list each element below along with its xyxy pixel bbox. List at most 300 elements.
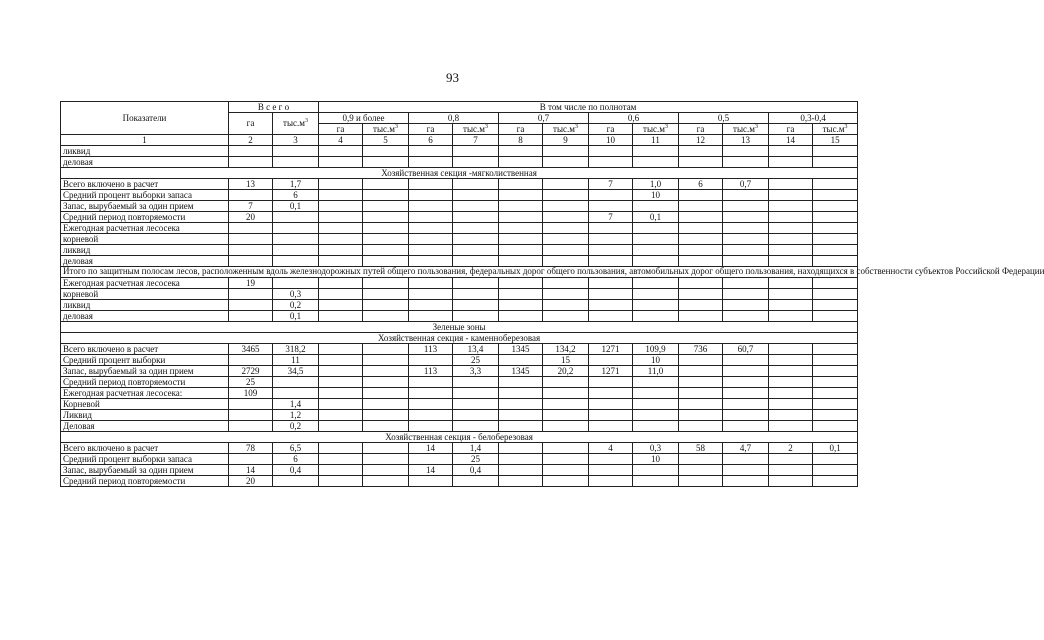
table-cell [363,311,409,322]
table-cell: 25 [453,454,499,465]
table-cell [229,399,273,410]
table-cell [679,245,723,256]
table-cell [543,157,589,168]
table-cell [769,454,813,465]
table-cell [319,245,363,256]
table-cell [229,223,273,234]
table-cell [363,300,409,311]
table-cell [813,212,858,223]
table-cell: 0,4 [453,465,499,476]
table-cell [723,201,769,212]
table-cell [813,421,858,432]
table-cell [363,454,409,465]
table-cell [543,454,589,465]
column-number: 6 [409,135,453,146]
table-cell: 1345 [499,366,543,377]
section-heading: Хозяйственная секция -мягколиственная [61,168,858,179]
table-cell: 0,1 [633,212,679,223]
column-number: 5 [363,135,409,146]
table-cell [723,355,769,366]
table-cell [769,377,813,388]
table-cell [363,223,409,234]
summary-heading: Итого по защитным полосам лесов, расположенным вдоль железнодорожных путей общего пользования, федеральных дорог общего пользования, автомобильных дорог общего пользования, находящихся в собственности субъектов Российской Федерации [61,267,858,278]
table-cell: 1345 [499,344,543,355]
table-cell [363,256,409,267]
header-density: 0,9 и более [319,113,409,124]
table-cell [769,190,813,201]
table-cell [319,278,363,289]
table-cell [723,377,769,388]
section-heading-row [61,432,858,443]
table-cell [319,366,363,377]
table-cell [769,344,813,355]
table-cell [319,190,363,201]
table-cell [229,300,273,311]
table-cell [453,300,499,311]
table-cell [409,300,453,311]
table-cell [543,465,589,476]
table-cell [813,157,858,168]
table-cell: 0,1 [273,311,319,322]
table-cell [409,278,453,289]
table-row [61,278,858,289]
table-cell [453,388,499,399]
table-cell [453,399,499,410]
table-cell [453,157,499,168]
header-indicators: Показатели [61,102,229,135]
table-cell [273,388,319,399]
table-cell [589,388,633,399]
table-cell: 736 [679,344,723,355]
table-cell [769,223,813,234]
table-cell: 6 [273,190,319,201]
table-cell [543,388,589,399]
table-cell [679,234,723,245]
table-cell [633,146,679,157]
table-cell [273,256,319,267]
table-cell [229,289,273,300]
table-cell [633,476,679,487]
table-cell [633,278,679,289]
table-cell [499,245,543,256]
table-cell: 78 [229,443,273,454]
table-cell [633,399,679,410]
table-cell [633,388,679,399]
table-row [61,465,858,476]
table-cell [589,289,633,300]
table-cell: 0,1 [813,443,858,454]
table-cell [229,454,273,465]
header-unit-volume: $тыс.м^3$ [453,124,499,135]
table-cell [723,289,769,300]
table-cell [363,443,409,454]
table-row [61,388,858,399]
table-cell: 0,2 [273,421,319,432]
table-cell: 11 [273,355,319,366]
row-label: Всего включено в расчет [61,179,229,190]
table-cell [363,245,409,256]
table-cell [453,146,499,157]
table-cell [409,146,453,157]
table-cell [813,234,858,245]
table-row [61,256,858,267]
column-number: 15 [813,135,858,146]
table-cell: 0,7 [723,179,769,190]
table-cell [319,311,363,322]
table-cell [409,410,453,421]
table-row [61,157,858,168]
table-cell [723,476,769,487]
table-cell [409,190,453,201]
section-heading: Зеленые зоны [61,322,858,333]
table-cell [633,465,679,476]
header-unit-volume: $тыс.м^3$ [363,124,409,135]
header-unit-ha: га [589,124,633,135]
table-cell [409,476,453,487]
table-cell [499,465,543,476]
table-cell [499,212,543,223]
table-cell [229,245,273,256]
table-cell [273,245,319,256]
table-cell [363,190,409,201]
table-cell: 10 [633,355,679,366]
table-cell [273,223,319,234]
table-cell [543,443,589,454]
table-cell [363,476,409,487]
table-cell [589,476,633,487]
table-cell [499,388,543,399]
table-cell [409,212,453,223]
table-row [61,410,858,421]
table-cell [363,344,409,355]
table-cell [589,311,633,322]
table-cell [363,179,409,190]
header-unit-ha: га [679,124,723,135]
table-cell [543,146,589,157]
table-cell [813,245,858,256]
table-cell [499,278,543,289]
table-cell [363,410,409,421]
table-row [61,311,858,322]
table-row [61,212,858,223]
table-cell [769,289,813,300]
table-cell [769,366,813,377]
row-label: деловая [61,311,229,322]
table-cell [679,465,723,476]
table-cell [543,399,589,410]
table-cell [409,256,453,267]
table-row [61,344,858,355]
table-cell [319,399,363,410]
table-cell: 15 [543,355,589,366]
table-cell [769,146,813,157]
row-label: ликвид [61,146,229,157]
table-cell [409,234,453,245]
table-cell [499,201,543,212]
table-cell [409,311,453,322]
table-cell [409,201,453,212]
table-cell [499,377,543,388]
header-by-density: В том числе по полнотам [319,102,858,113]
header-total-volume: $тыс.м^3$ [273,113,319,135]
table-cell [589,355,633,366]
table-cell [589,300,633,311]
table-cell [363,465,409,476]
table-cell: 20 [229,476,273,487]
table-cell [769,410,813,421]
table-cell [363,146,409,157]
table-cell: 19 [229,278,273,289]
table-cell [453,245,499,256]
column-number: 7 [453,135,499,146]
table-cell: 34,5 [273,366,319,377]
section-heading: Хозяйственная секция - белоберезовая [61,432,858,443]
table-cell [679,355,723,366]
table-cell [813,344,858,355]
table-cell [229,234,273,245]
table-cell [769,399,813,410]
table-cell [319,300,363,311]
table-cell [499,223,543,234]
table-cell [499,157,543,168]
header-density: 0,7 [499,113,589,124]
table-cell [363,201,409,212]
table-cell [589,201,633,212]
table-cell [499,300,543,311]
table-cell: 0,3 [633,443,679,454]
table-cell [319,388,363,399]
table-cell: 25 [453,355,499,366]
table-cell [769,311,813,322]
table-cell [813,388,858,399]
table-cell [679,388,723,399]
header-unit-ha: га [319,124,363,135]
table-cell: 14 [409,465,453,476]
table-cell [363,157,409,168]
table-cell [409,179,453,190]
table-cell [319,212,363,223]
table-cell [543,256,589,267]
table-cell [813,377,858,388]
table-cell [453,377,499,388]
table-cell [723,234,769,245]
section-heading-row [61,322,858,333]
page-number: 93 [446,70,459,85]
table-cell: 3,3 [453,366,499,377]
table-cell [589,146,633,157]
table-cell [723,223,769,234]
table-row [61,476,858,487]
table-cell [769,245,813,256]
table-row [61,366,858,377]
table-cell [813,179,858,190]
table-cell: 4,7 [723,443,769,454]
table-cell [499,355,543,366]
table-cell [499,421,543,432]
row-label: ликвид [61,245,229,256]
table-cell [723,146,769,157]
table-row [61,234,858,245]
column-number: 12 [679,135,723,146]
row-label: деловая [61,157,229,168]
table-cell [633,311,679,322]
table-row [61,399,858,410]
table-cell [409,157,453,168]
table-cell [633,289,679,300]
header-total: В с е г о [229,102,319,113]
table-cell [409,355,453,366]
table-cell: 1271 [589,366,633,377]
table-cell [633,234,679,245]
table-cell [723,256,769,267]
table-cell [499,234,543,245]
table-cell [589,234,633,245]
table-cell [589,223,633,234]
table-cell: 1,0 [633,179,679,190]
table-cell [229,421,273,432]
table-cell [679,278,723,289]
section-heading-row [61,168,858,179]
header-unit-volume: $тыс.м^3$ [813,124,858,135]
table-cell [229,146,273,157]
row-label: Средний период повторяемости [61,377,229,388]
table-cell [273,146,319,157]
table-cell [813,146,858,157]
table-cell [273,212,319,223]
table-cell [319,344,363,355]
table-row [61,377,858,388]
table-cell [589,399,633,410]
table-cell [319,234,363,245]
column-number: 8 [499,135,543,146]
table-row [61,190,858,201]
table-cell [453,278,499,289]
table-cell [363,388,409,399]
table-cell [543,410,589,421]
table-cell: 6 [679,179,723,190]
header-unit-ha: га [769,124,813,135]
table-cell: 113 [409,366,453,377]
table-cell [723,410,769,421]
row-label: Средний процент выборки [61,355,229,366]
table-cell [499,256,543,267]
table-cell: 1,7 [273,179,319,190]
table-cell: 1,2 [273,410,319,421]
table-cell [543,377,589,388]
column-number: 14 [769,135,813,146]
row-label: Ежегодная расчетная лесосека: [61,388,229,399]
table-cell [409,289,453,300]
table-cell [543,421,589,432]
row-label: Всего включено в расчет [61,443,229,454]
table-cell [363,377,409,388]
row-label: Запас, вырубаемый за один прием [61,201,229,212]
table-cell [589,421,633,432]
table-cell [363,366,409,377]
header-density: 0,8 [409,113,499,124]
table-cell [679,289,723,300]
table-cell [589,157,633,168]
table-row [61,179,858,190]
table-cell [543,234,589,245]
table-cell [813,256,858,267]
table-cell [723,311,769,322]
table-cell [499,146,543,157]
table-cell: 7 [589,179,633,190]
row-label: ликвид [61,300,229,311]
table-cell [769,300,813,311]
table-cell [409,377,453,388]
table-cell [813,190,858,201]
table-cell [499,289,543,300]
header-density: 0,3-0,4 [769,113,858,124]
table-cell [319,465,363,476]
table-cell [633,157,679,168]
table-cell [319,377,363,388]
table-cell: 1271 [589,344,633,355]
table-cell [813,454,858,465]
table-cell [363,278,409,289]
table-row [61,443,858,454]
table-cell [273,377,319,388]
table-cell [769,476,813,487]
row-label: Ежегодная расчетная лесосека [61,278,229,289]
header-density: 0,6 [589,113,679,124]
table-cell: 60,7 [723,344,769,355]
header-unit-ha: га [499,124,543,135]
table-cell [319,454,363,465]
table-row [61,289,858,300]
table-cell [723,421,769,432]
table-cell [229,256,273,267]
table-cell: 109 [229,388,273,399]
table-cell [453,212,499,223]
table-cell [363,421,409,432]
table-cell [769,355,813,366]
table-cell [723,190,769,201]
table-cell [769,256,813,267]
column-number: 13 [723,135,769,146]
table-cell [589,256,633,267]
table-cell [769,201,813,212]
table-cell [363,399,409,410]
table-cell: 7 [229,201,273,212]
table-cell [319,256,363,267]
table-cell [273,278,319,289]
table-cell [453,201,499,212]
table-cell [543,201,589,212]
table-cell [363,289,409,300]
table-cell [363,212,409,223]
table-cell [499,443,543,454]
table-cell [679,300,723,311]
table-cell [723,300,769,311]
column-number: 11 [633,135,679,146]
table-cell [499,311,543,322]
header-total-ha: га [229,113,273,135]
column-number: 3 [273,135,319,146]
table-cell: 0,4 [273,465,319,476]
table-cell: 2 [769,443,813,454]
table-cell [633,223,679,234]
table-cell [769,278,813,289]
table-cell [723,465,769,476]
table-cell [679,366,723,377]
table-cell [229,410,273,421]
table-cell: 2729 [229,366,273,377]
table-cell [723,212,769,223]
table-cell [453,179,499,190]
